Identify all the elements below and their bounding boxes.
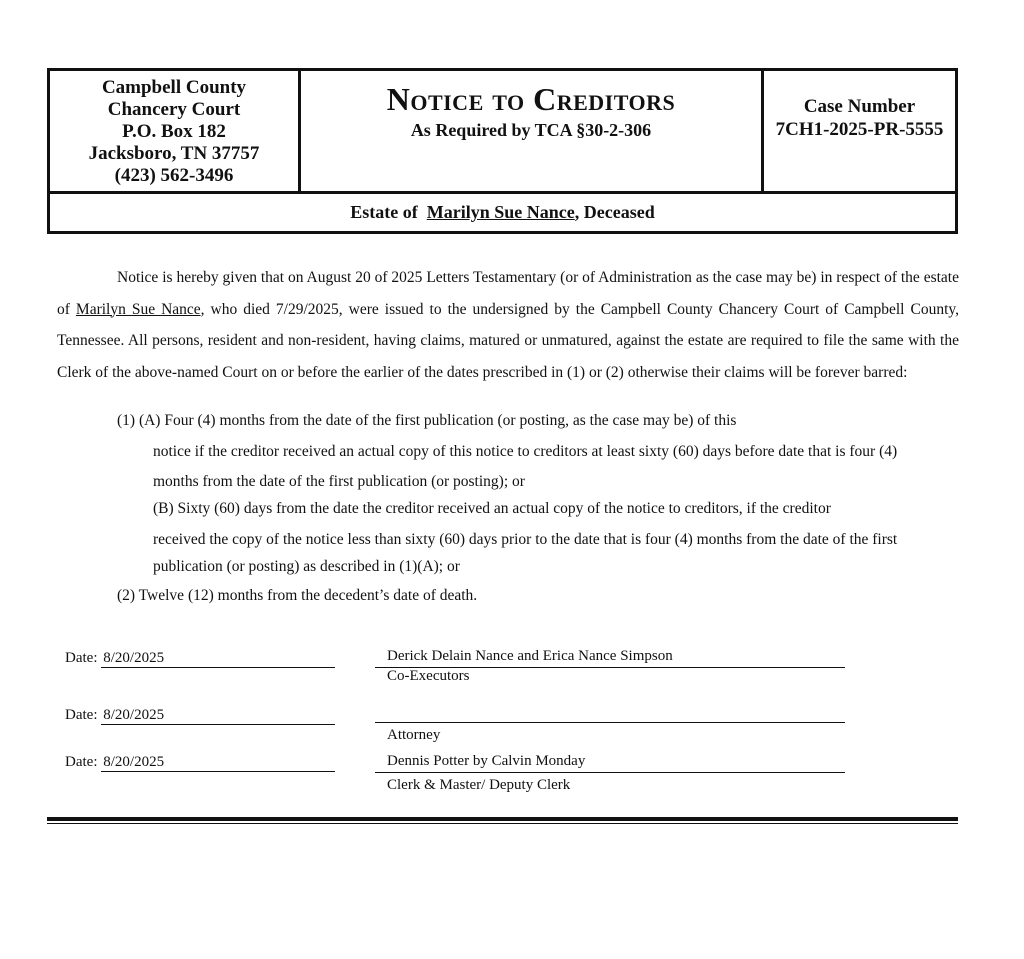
paragraph-part-1: Notice is hereby given that on August 20 of 2025 Letters Testamentary (or of Administration as the case may be) in respect of the estate of <box>57 269 959 318</box>
item-1a-line-1: (1) (A) Four (4) months from the date of the first publication (or posting, as the case may be) of this <box>117 412 737 429</box>
court-phone: (423) 562-3496 <box>114 165 234 186</box>
court-po-box: P.O. Box 182 <box>122 121 226 142</box>
estate-prefix: Estate of <box>350 202 418 222</box>
executors-caption: Co-Executors <box>387 668 470 684</box>
court-name-line-2: Chancery Court <box>107 99 241 120</box>
case-number-cell <box>764 71 955 191</box>
case-number-label: Case Number <box>803 96 916 117</box>
item-2: (2) Twelve (12) months from the decedent’s date of death. <box>117 587 478 604</box>
date-row-3 <box>65 754 335 772</box>
clerk-signature-line: Dennis Potter by Calvin Monday <box>375 753 845 773</box>
estate-suffix: , Deceased <box>574 202 655 222</box>
estate-name: Marilyn Sue Nance <box>426 202 575 222</box>
statute-subtitle: As Required by TCA §30-2-306 <box>410 120 652 140</box>
date-label: Date: <box>65 650 98 666</box>
item-1a-line-2: notice if the creditor received an actual copy of this notice to creditors at least sixty (60) days before date that is four (4) <box>153 443 898 460</box>
bottom-divider-thick <box>47 817 958 821</box>
notice-title-cell <box>301 71 764 191</box>
item-1b-line-3: publication (or posting) as described in (1)(A); or <box>153 558 460 575</box>
estate-row <box>50 191 955 231</box>
notice-paragraph <box>57 262 959 388</box>
court-address <box>50 71 301 191</box>
paragraph-part-2: who died 7/29/2025, were issued to the undersigned by the Campbell County Chancery Court of Campbell County, Tennessee. All persons, resident and non-resident, having claims, matured or unmatured, against the estate are required to file the same with the Clerk of the above-named Court on or before the earlier of the dates prescribed in (1) or (2) otherwise their claims will be forever barred: <box>57 300 959 381</box>
decedent-name: Marilyn Sue Nance, <box>75 300 205 318</box>
attorney-signature-line <box>375 703 845 723</box>
header-box <box>47 68 958 234</box>
item-1b-line-1: (B) Sixty (60) days from the date the creditor received an actual copy of the notice to creditors, if the creditor <box>153 500 831 517</box>
date-label: Date: <box>65 754 98 770</box>
court-city: Jacksboro, TN 37757 <box>88 143 260 164</box>
date-row-2 <box>65 707 335 725</box>
clerk-caption: Clerk & Master/ Deputy Clerk <box>387 777 571 793</box>
date-value: 8/20/2025 <box>101 707 335 725</box>
bottom-divider-thin <box>47 823 958 824</box>
attorney-caption: Attorney <box>387 727 441 743</box>
page-title: Notice to Creditors <box>386 81 676 117</box>
date-label: Date: <box>65 707 98 723</box>
case-number: 7CH1-2025-PR-5555 <box>775 119 944 140</box>
item-1a-line-3: months from the date of the first publication (or posting); or <box>153 473 525 490</box>
date-row-1 <box>65 650 335 668</box>
executors-signature-line: Derick Delain Nance and Erica Nance Simpson <box>375 648 845 668</box>
court-name-line-1: Campbell County <box>101 77 247 98</box>
date-value: 8/20/2025 <box>101 754 335 772</box>
item-1b-line-2: received the copy of the notice less than sixty (60) days prior to the date that is four (4) months from the date of the first <box>153 531 898 548</box>
date-value: 8/20/2025 <box>101 650 335 668</box>
